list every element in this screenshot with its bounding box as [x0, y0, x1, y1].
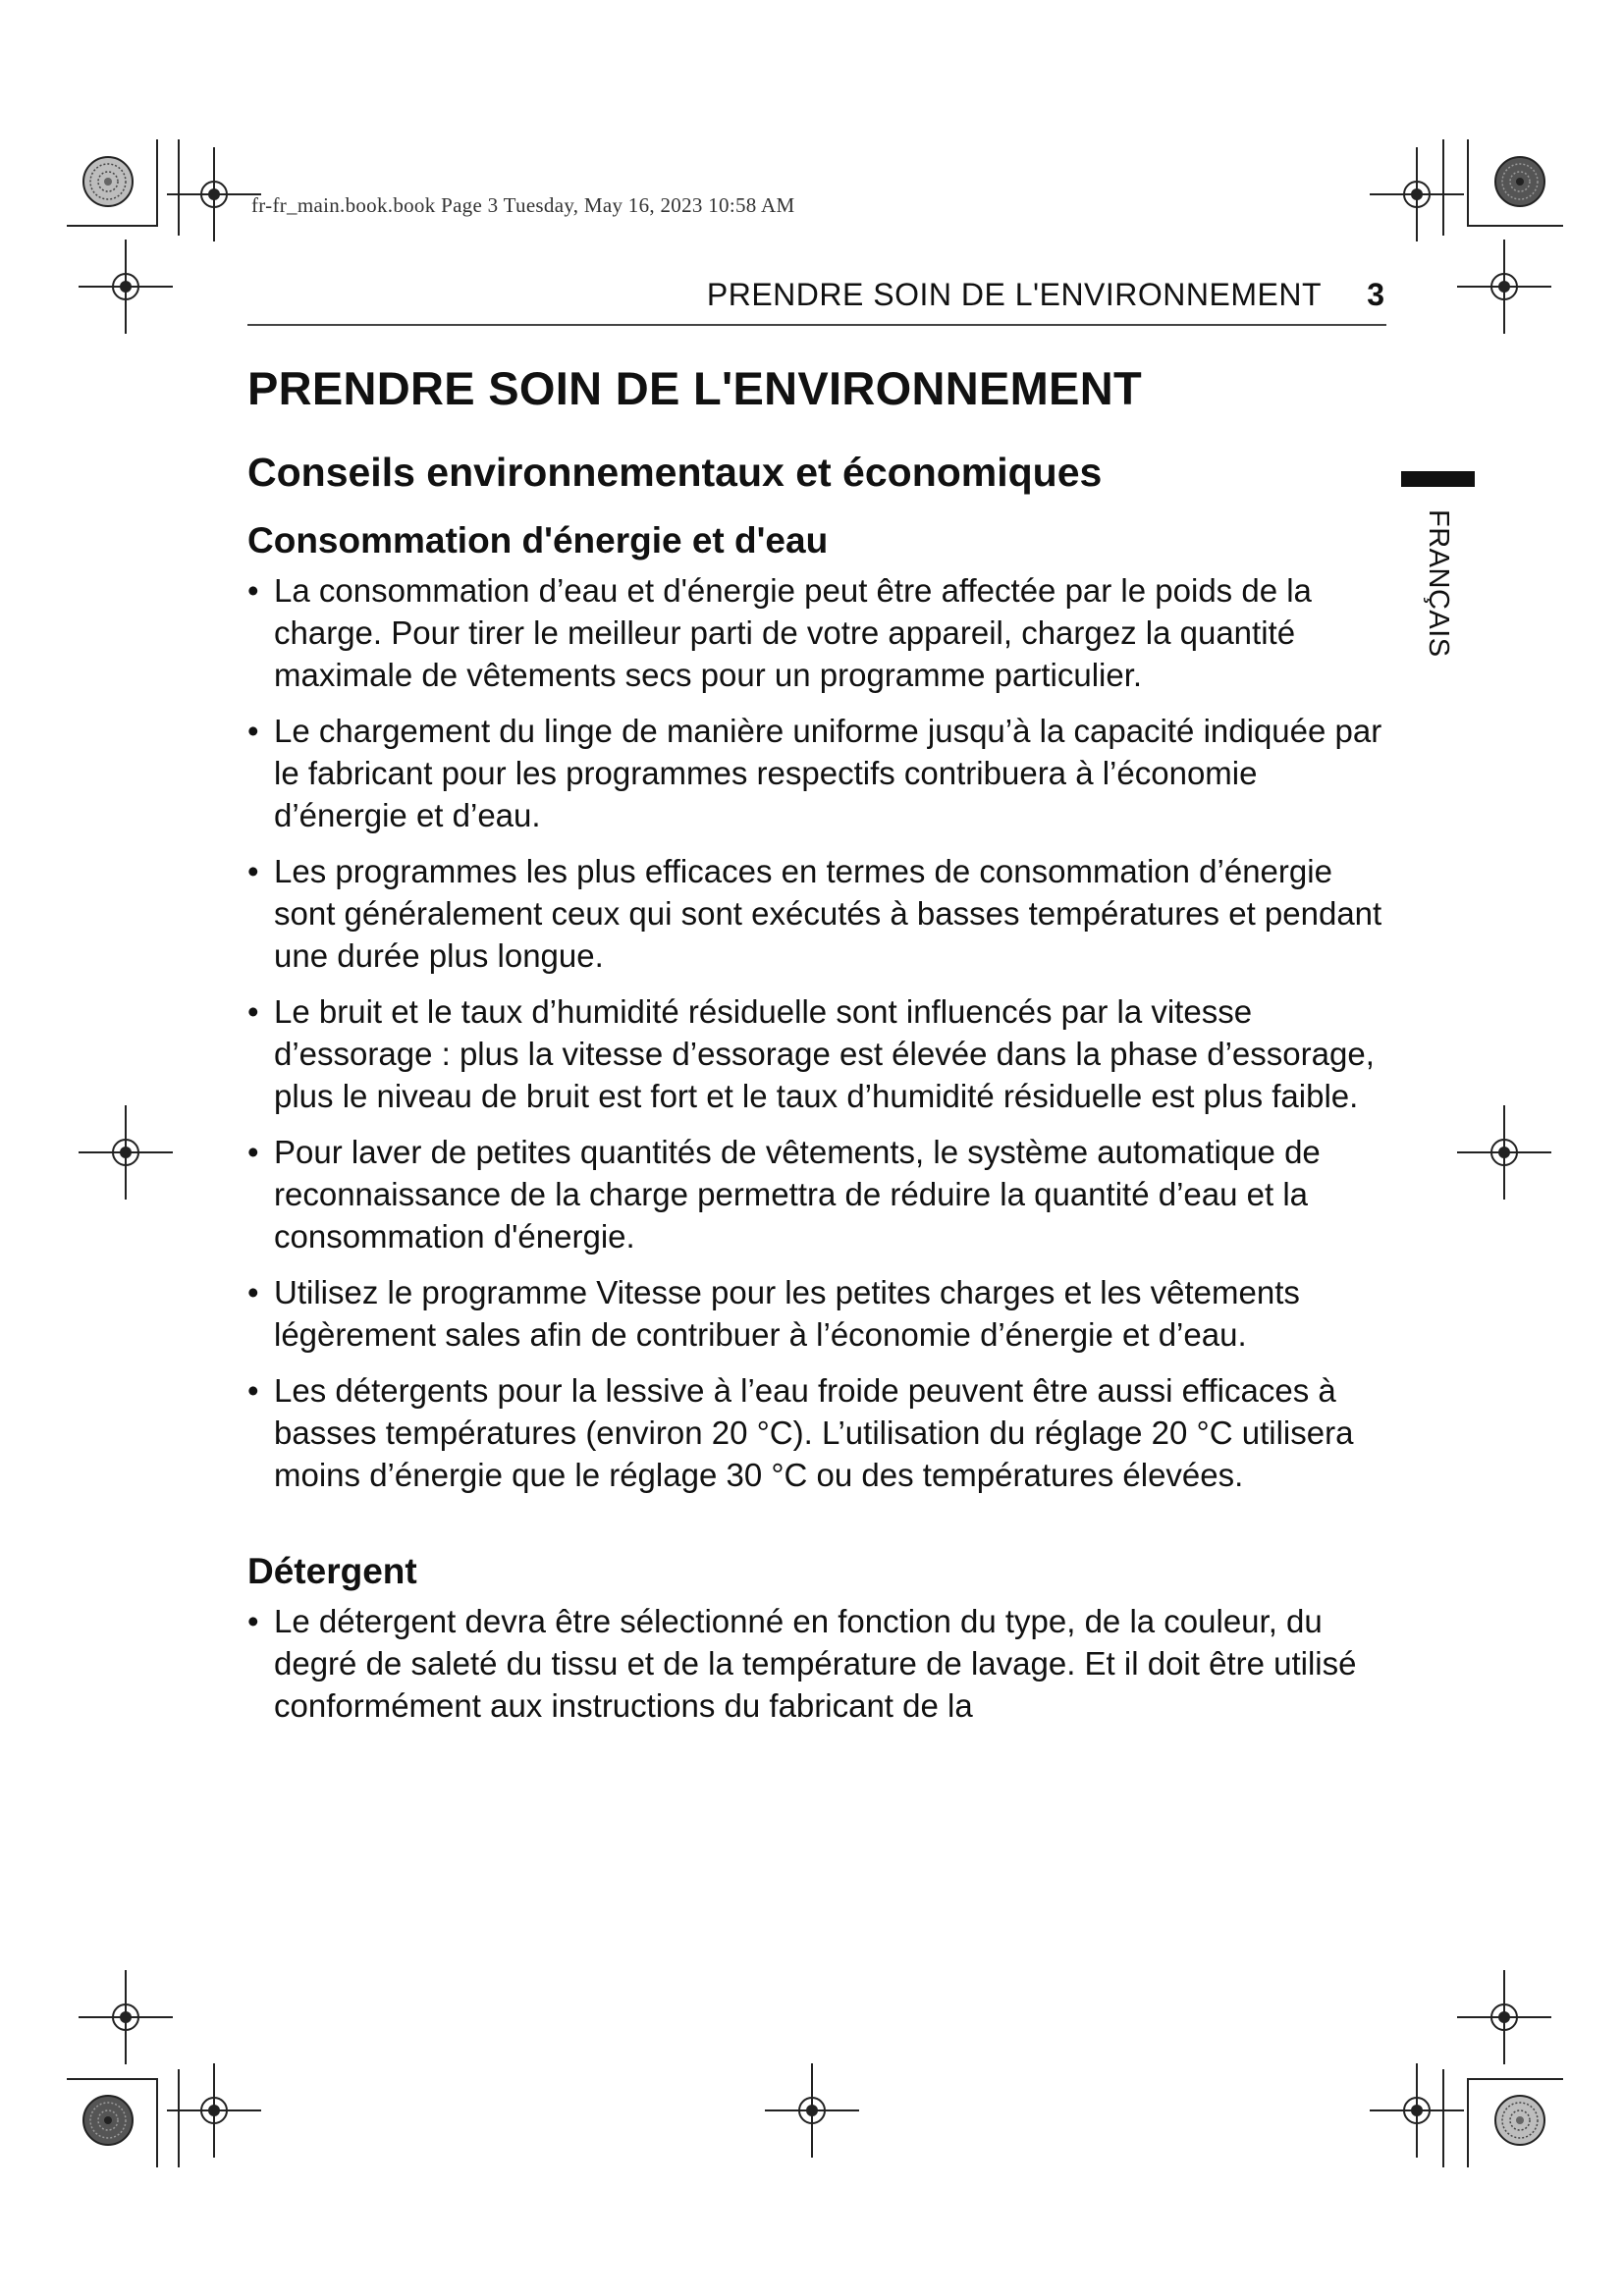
list-item: • La consommation d’eau et d'énergie peut être affectée par le poids de la charge. Pour tirer le meilleur parti de votre appareil, chargez la quantité maximale de vêtements secs pour un programme particulier.	[247, 569, 1386, 696]
language-tab-marker	[1401, 471, 1475, 487]
list-item: • Pour laver de petites quantités de vêtements, le système automatique de reconnaissance de la charge permettra de réduire la quantité d’eau et la consommation d'énergie.	[247, 1131, 1386, 1257]
page-title: PRENDRE SOIN DE L'ENVIRONNEMENT	[247, 362, 1142, 414]
running-header	[247, 275, 1386, 326]
list-item: • Les détergents pour la lessive à l’eau froide peuvent être aussi efficaces à basses températures (environ 20 °C). L’utilisation du réglage 20 °C utilisera moins d’énergie que le réglage 30 °C ou des températures élevées.	[247, 1369, 1386, 1496]
running-header-title: PRENDRE SOIN DE L'ENVIRONNEMENT	[706, 277, 1322, 312]
energy-bullet-list	[247, 569, 1386, 1496]
list-item: • Utilisez le programme Vitesse pour les petites charges et les vêtements légèrement sales afin de contribuer à l’économie d’énergie et d’eau.	[247, 1271, 1386, 1356]
page-number: 3	[1367, 277, 1384, 312]
section-subtitle: Conseils environnementaux et économiques	[247, 450, 1103, 495]
language-tab-label: FRANÇAIS	[1423, 509, 1454, 658]
energy-heading: Consommation d'énergie et d'eau	[247, 520, 829, 561]
list-item: • Le détergent devra être sélectionné en fonction du type, de la couleur, du degré de saleté du tissu et de la température de lavage. Et il doit être utilisé conformément aux instructions du fabricant de la	[247, 1600, 1386, 1727]
list-item: • Le bruit et le taux d’humidité résiduelle sont influencés par la vitesse d’essorage : plus la vitesse d’essorage est élevée dans la phase d’essorage, plus le niveau de bruit est fort et le taux d’humidité résiduelle est plus faible.	[247, 990, 1386, 1117]
main-content	[247, 359, 1386, 1740]
list-item: • Le chargement du linge de manière uniforme jusqu’à la capacité indiquée par le fabricant pour les programmes respectifs contribuera à l’économie d’énergie et d’eau.	[247, 710, 1386, 836]
detergent-heading: Détergent	[247, 1551, 417, 1591]
detergent-bullet-list	[247, 1600, 1386, 1727]
list-item: • Les programmes les plus efficaces en termes de consommation d’énergie sont généralement ceux qui sont exécutés à basses températures et pendant une durée plus longue.	[247, 850, 1386, 977]
print-info: fr-fr_main.book.book Page 3 Tuesday, May 16, 2023 10:58 AM	[251, 193, 795, 217]
